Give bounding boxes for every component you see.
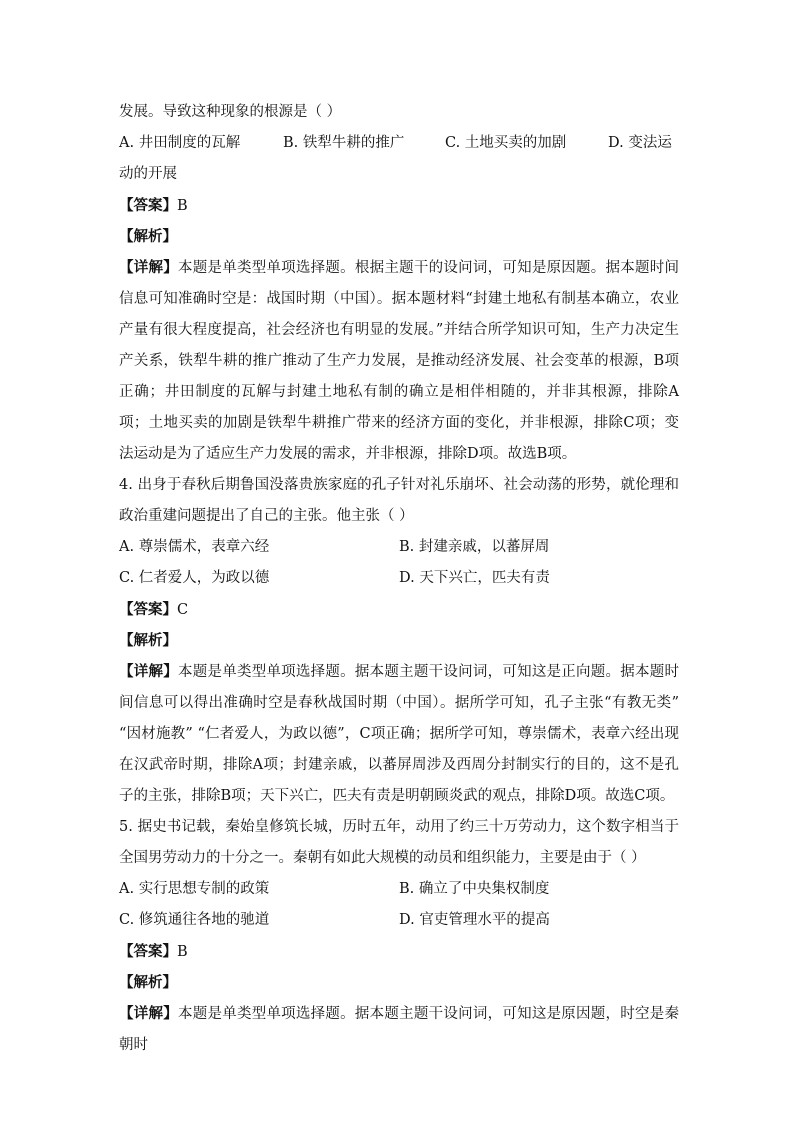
q4-options-row-1 (119, 532, 679, 563)
q3-option-b: B. 铁犁牛耕的推广 (283, 135, 405, 151)
q4-analysis-label: 【解析】 (119, 632, 177, 649)
q5-detail-label: 【详解】 (119, 1005, 178, 1022)
q3-answer-value: B (177, 198, 188, 214)
q3-answer-label: 【答案】 (119, 197, 177, 214)
q5-answer (119, 936, 679, 967)
q5-option-c: C. 修筑通往各地的驰道 (119, 912, 270, 928)
q4-option-b: B. 封建亲戚，以蕃屏周 (399, 539, 550, 555)
q5-option-b: B. 确立了中央集权制度 (399, 881, 550, 897)
q3-answer (119, 190, 679, 221)
q3-option-d: D. 变法运 (608, 135, 672, 151)
q4-detail-text: 本题是单类型单项选择题。据本题主题干设问词，可知这是正向题。据本题时间信息可以得出准确时空是春秋战国时期（中国）。据所学可知，孔子主张“有教无类” “因材施教” “仁者爱人，为政以德”，C项正确；据所学可知，尊崇儒术，表章六经出现在汉武帝时期，排除A项；封建亲戚，以蕃屏周涉及西周分封制实行的目的，这不是孔子的主张，排除B项；天下兴亡，匹夫有责是明朝顾炎武的观点，排除D项。故选C项。 (119, 664, 680, 804)
q3-analysis-label: 【解析】 (119, 228, 177, 245)
q3-stem-tail: 发展。导致这种现象的根源是（ ） (119, 104, 342, 120)
q4-options-row-2 (119, 563, 679, 594)
q5-option-d: D. 官吏管理水平的提高 (399, 912, 550, 928)
document-content (119, 97, 679, 1061)
q3-option-a: A. 井田制度的瓦解 (119, 135, 241, 151)
q4-answer (119, 594, 679, 625)
q3-option-d-continued: 动的开展 (119, 166, 177, 182)
q4-option-d: D. 天下兴亡，匹夫有责 (399, 570, 550, 586)
q3-options (119, 128, 679, 159)
q4-option-a: A. 尊崇儒术，表章六经 (119, 539, 270, 555)
q5-answer-label: 【答案】 (119, 943, 177, 960)
q5-stem: 5. 据史书记载，秦始皇修筑长城，历时五年，动用了约三十万劳动力，这个数字相当于全国男劳动力的十分之一。秦朝有如此大规模的动员和组织能力，主要是由于（ ） (119, 819, 679, 866)
q5-option-a: A. 实行思想专制的政策 (119, 881, 270, 897)
q4-answer-value: C (177, 602, 189, 618)
q5-answer-value: B (177, 944, 188, 960)
q4-detail-label: 【详解】 (119, 663, 178, 680)
q3-detail-text: 本题是单类型单项选择题。根据主题干的设问词，可知是原因题。据本题时间信息可知准确时空是：战国时期（中国）。据本题材料“封建土地私有制基本确立，农业产量有很大程度提高，社会经济也有明显的发展。”并结合所学知识可知，生产力决定生产关系，铁犁牛耕的推广推动了生产力发展，是推动经济发展、社会变革的根源，B项正确；井田制度的瓦解与封建土地私有制的确立是相伴相随的，并非其根源，排除A项；土地买卖的加剧是铁犁牛耕推广带来的经济方面的变化，并非根源，排除C项；变法运动是为了适应生产力发展的需求，并非根源，排除D项。故选B项。 (119, 260, 680, 462)
q4-stem: 4. 出身于春秋后期鲁国没落贵族家庭的孔子针对礼乐崩坏、社会动荡的形势，就伦理和政治重建问题提出了自己的主张。他主张（ ） (119, 477, 679, 524)
q5-detail-text: 本题是单类型单项选择题。据本题主题干设问词，可知这是原因题，时空是秦朝时 (119, 1006, 680, 1053)
q5-analysis-label: 【解析】 (119, 974, 177, 991)
q4-answer-label: 【答案】 (119, 601, 177, 618)
q3-option-c: C. 土地买卖的加剧 (445, 135, 567, 151)
q5-options-row-2 (119, 905, 679, 936)
q5-options-row-1 (119, 874, 679, 905)
q4-detail (119, 656, 679, 812)
q5-detail (119, 998, 679, 1061)
q4-option-c: C. 仁者爱人，为政以德 (119, 570, 270, 586)
q3-detail (119, 252, 679, 470)
q3-detail-label: 【详解】 (119, 259, 178, 276)
